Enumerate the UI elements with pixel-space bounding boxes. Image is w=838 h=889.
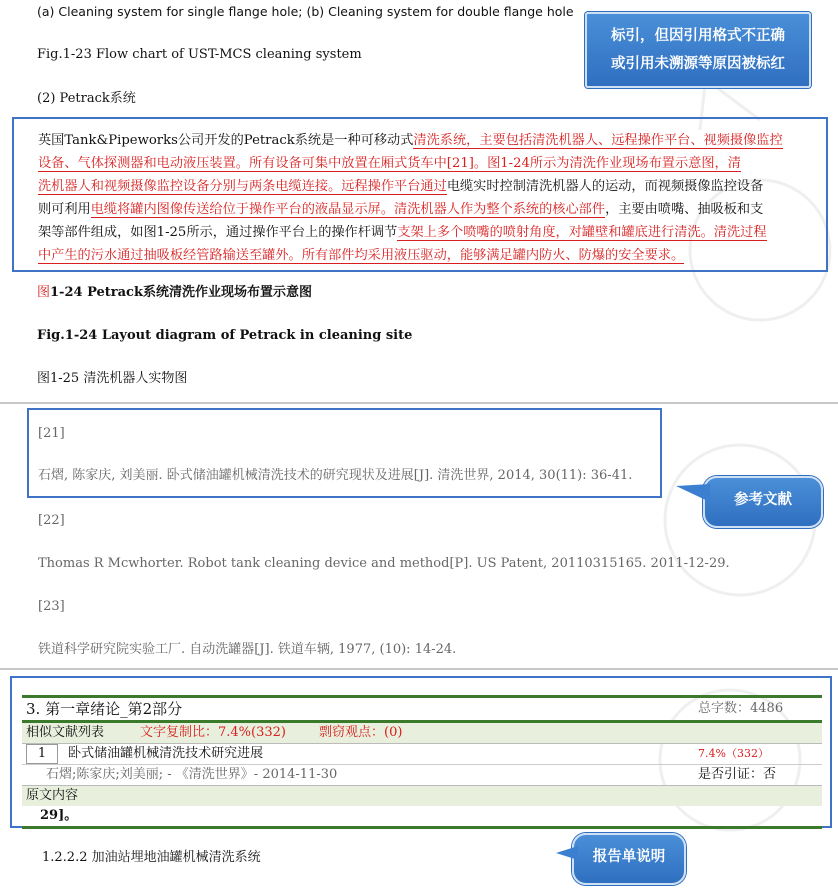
original-content-label: 原文内容 [26,788,79,803]
figure-caption-a-b: (a) Cleaning system for single flange hole; (b) Cleaning system for double flange hole [37,4,574,19]
text-marked-red: 设备、气体探测器和电动液压装置。所有设备可集中放置在厢式货车中[21]。图1-24所示为清洗作业现场布置示意图，清 [38,156,741,171]
citation-status: 是否引证：否 [698,767,777,782]
total-word-count: 总字数：4486 [698,701,784,716]
report-bottom-rule [22,826,822,829]
callout-label: 参考文献 [734,492,792,508]
subsection-heading: 1.2.2.2 加油站埋地油罐机械清洗系统 [42,850,261,865]
reference-21-text: 石熠, 陈家庆, 刘美丽. 卧式储油罐机械清洗技术的研究现状及进展[J]. 清洗世界, 2014, 30(11): 36-41. [38,468,633,483]
similar-item-meta: 石熠;陈家庆;刘美丽; - 《清洗世界》- 2014-11-30 [46,767,338,782]
section-divider [0,668,838,670]
similar-item-row[interactable] [22,743,822,764]
similar-list-label: 相似文献列表 [26,725,105,740]
callout-pointer-icon [556,846,578,860]
copy-ratio: 文字复制比：7.4%(332) [140,725,286,740]
figure-caption-1-24-en: Fig.1-24 Layout diagram of Petrack in cleaning site [37,328,413,343]
callout-label: 报告单说明 [592,849,666,865]
text-marked-red: 电缆将罐内图像传送给位于操作平台的液晶显示屏。清洗机器人作为整个系统的核心部件 [90,202,606,217]
report-title: 3. 第一章绪论_第2部分 [26,700,183,718]
figure-caption-1-24 [37,285,312,301]
text-normal: 架等部件组成，如图1-25所示，通过操作平台上的操作杆调节 [38,225,398,240]
text-normal: 英国Tank&Pipeworks公司开发的Petrack系统是一种可移动式 [38,133,414,148]
paragraph-line-5 [38,221,818,244]
text-marked-red: 中产生的污水通过抽吸板经管路输送至罐外。所有部件均采用液压驱动，能够满足罐内防火、防爆的安全要求。 [38,248,685,263]
original-content-text: 29]。 [40,808,78,823]
callout-red-marked-citation [585,12,811,88]
paragraph-line-4 [38,198,818,221]
similar-item-title[interactable]: 卧式储油罐机械清洗技术研究进展 [68,746,264,761]
body-paragraph [38,129,818,267]
reference-frame [27,408,662,498]
text-normal: 则可利用 [38,202,91,217]
text-normal: ，主要由喷嘴、抽吸板和支 [605,202,764,217]
callout-report [572,833,686,885]
text-marked-red: 图 [37,285,51,300]
callout-pointer-icon [676,482,710,504]
original-content-header [22,785,822,806]
report-table [22,695,822,829]
reference-21-number: [21] [38,426,65,441]
section-divider [0,402,838,404]
figure-caption-1-25: 图1-25 清洗机器人实物图 [37,371,188,386]
reference-22-text: Thomas R Mcwhorter. Robot tank cleaning device and method[P]. US Patent, 20110315165. 2011-12-29. [38,556,730,571]
text-marked-red: 洗机器人和视频摄像监控设备分别与两条电缆连接。远程操作平台通过 [38,179,447,194]
reference-22-number: [22] [38,513,65,528]
reference-23-text: 铁道科学研究院实验工厂. 自动洗罐器[J]. 铁道车辆, 1977, (10): 14-24. [38,642,457,657]
text-marked-red: 清洗系统，主要包括清洗机器人、远程操作平台、视频摄像监控 [413,133,783,148]
figure-caption-1-23: Fig.1-23 Flow chart of UST-MCS cleaning system [37,47,362,62]
text-marked-red: 支架上多个喷嘴的喷射角度，对罐壁和罐底进行清洗。清洗过程 [397,225,767,240]
reference-23-number: [23] [38,599,65,614]
plagiarism-count: 剽窃观点：(0) [319,725,403,740]
callout-line-2: 或引用未溯源等原因被标红 [611,56,785,72]
callout-references [703,476,823,528]
report-summary-row [22,723,822,743]
text-normal: 电缆实时控制清洗机器人的运动，而视频摄像监控设备 [446,179,764,194]
report-title-row [22,698,822,720]
original-content-row [22,806,822,826]
callout-line-1: 标引，但因引用格式不正确 [611,28,785,44]
paragraph-line-3 [38,175,818,198]
similar-item-meta-row [22,764,822,785]
text-normal: 1-24 Petrack系统清洗作业现场布置示意图 [50,285,312,300]
item-number: 1 [26,744,58,764]
paragraph-line-2 [38,152,818,175]
paragraph-line-1 [38,129,818,152]
section-heading-petrack: (2) Petrack系统 [37,91,136,106]
paragraph-line-6 [38,244,818,267]
similar-item-percent: 7.4%（332） [698,747,769,760]
